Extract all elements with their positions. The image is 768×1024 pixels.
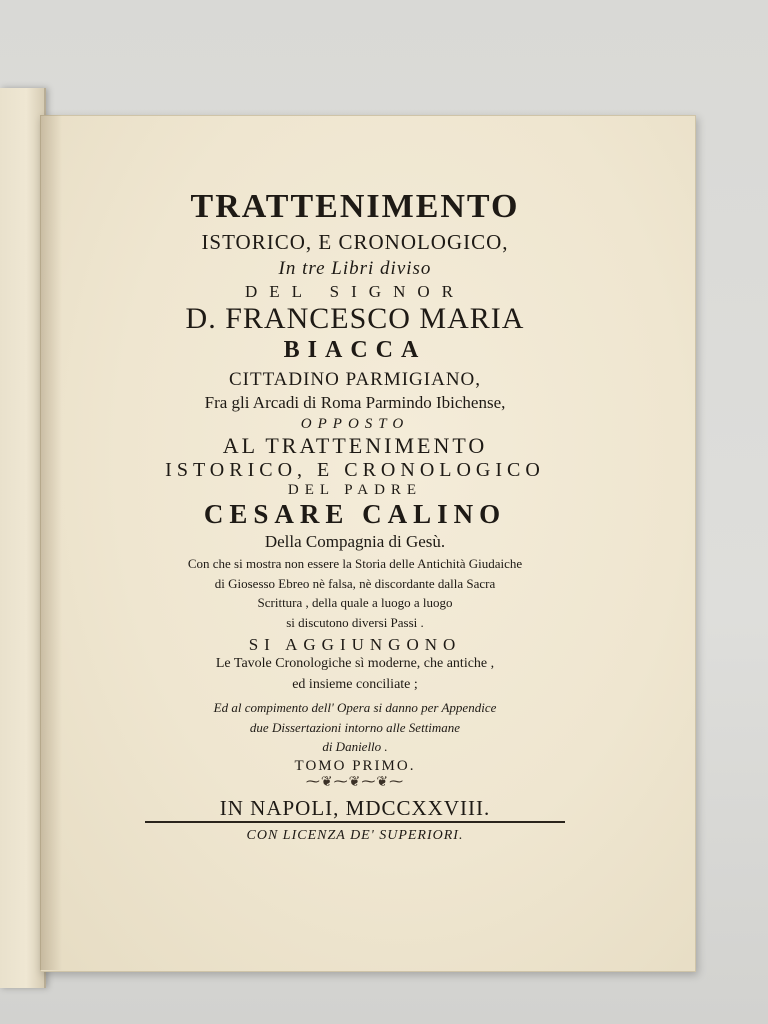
al-trattenimento-line: AL TRATTENIMENTO <box>222 433 488 458</box>
description-line: Scrittura , della quale a luogo a luogo <box>257 595 453 611</box>
imprint-line: IN NAPOLI, MDCCXXVIII. <box>219 795 491 820</box>
author-name: D. FRANCESCO MARIA <box>185 302 525 335</box>
page-gutter-shadow <box>40 115 62 970</box>
tavole-line: Le Tavole Cronologiche sì moderne, che antiche , <box>215 656 495 672</box>
del-signor-line: DEL SIGNOR <box>245 282 465 301</box>
description-paragraph <box>80 556 630 630</box>
istorico-cronologico-line: ISTORICO, E CRONOLOGICO <box>165 459 545 481</box>
imprint-rule <box>145 821 565 823</box>
title-page-text <box>80 190 630 843</box>
del-padre-line: DEL PADRE <box>287 482 423 498</box>
arcadi-line: Fra gli Arcadi di Roma Parmindo Ibichense, <box>204 393 506 412</box>
subtitle: ISTORICO, E CRONOLOGICO, <box>201 230 509 254</box>
appendix-line: Ed al compimento dell' Opera si danno per Appendice <box>213 699 497 715</box>
opponent-name: CESARE CALINO <box>203 499 507 529</box>
description-line: si discutono diversi Passi . <box>286 614 424 630</box>
compagnia-line: Della Compagnia di Gesù. <box>264 532 446 551</box>
divided-line: In tre Libri diviso <box>278 258 432 279</box>
citizen-line: CITTADINO PARMIGIANO, <box>228 369 482 390</box>
appendix-line: di Daniello . <box>322 739 388 755</box>
appendix-line: due Dissertazioni intorno alle Settimane <box>249 719 461 735</box>
tavole-paragraph <box>80 656 630 694</box>
opposto-line: OPPOSTO <box>300 416 410 432</box>
ornament-divider: ⁓❦⁓❦⁓❦⁓ <box>305 774 405 790</box>
si-aggiungono-line: SI AGGIUNGONO <box>248 635 462 655</box>
description-line: Con che si mostra non essere la Storia delle Antichità Giudaiche <box>187 556 523 571</box>
main-title: TRATTENIMENTO <box>190 188 520 225</box>
appendix-paragraph <box>80 700 630 755</box>
description-line: di Giosesso Ebreo nè falsa, nè discordante dalla Sacra <box>214 575 496 591</box>
tomo-line: TOMO PRIMO. <box>294 757 416 774</box>
tavole-line: ed insieme conciliate ; <box>292 677 418 693</box>
licenza-line: CON LICENZA DE' SUPERIORI. <box>246 827 464 843</box>
author-surname: BIACCA <box>283 337 427 363</box>
